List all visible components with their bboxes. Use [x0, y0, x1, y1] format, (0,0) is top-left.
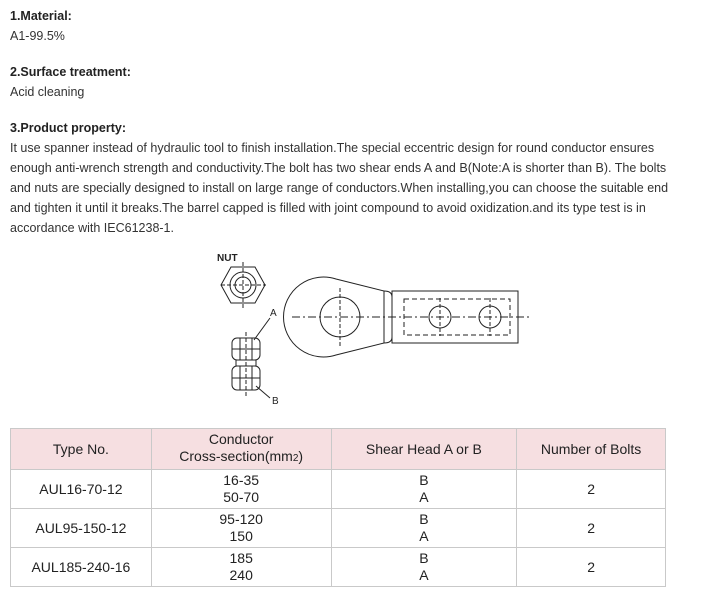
- cross-section-value: 50-70: [223, 489, 260, 505]
- cross-section-value: 240: [229, 567, 253, 583]
- nut-label: NUT: [217, 253, 238, 264]
- bolts-cell: 2: [517, 470, 666, 509]
- shear-head-value: A: [419, 567, 429, 583]
- bolts-cell: 2: [517, 509, 666, 548]
- header-cross-section: [151, 429, 331, 470]
- lug-drawing: [284, 277, 530, 357]
- spec-table: [10, 428, 666, 587]
- header-cross-section-label: Cross-section(mm: [179, 448, 293, 464]
- type-cell: AUL185-240-16: [11, 548, 152, 587]
- cross-section-value: 150: [229, 528, 253, 544]
- header-cross-section-close: ): [298, 448, 304, 464]
- shear-head-cell: [331, 470, 517, 509]
- cross-section-value: 16-35: [223, 472, 260, 488]
- header-type-no: Type No.: [11, 429, 152, 470]
- property-line: enough anti-wrench strength and conductivity.The bolt has two shear ends A and B(Note:A is shorter than B). The bolts: [10, 161, 667, 175]
- property-line: and tighten it until it breaks.The barrel capped is filled with joint compound to avoid oxidization.and its type test is in: [10, 201, 646, 215]
- type-cell: AUL95-150-12: [11, 509, 152, 548]
- nut-drawing: [221, 262, 266, 308]
- cross-section-cell: [151, 470, 331, 509]
- table-header-row: [11, 429, 666, 470]
- table-row: [11, 470, 666, 509]
- surface-treatment-heading: 2.Surface treatment:: [10, 65, 131, 79]
- shear-a-label: A: [270, 308, 277, 319]
- header-shear-head: Shear Head A or B: [331, 429, 517, 470]
- shear-head-value: A: [419, 528, 429, 544]
- surface-treatment-value: Acid cleaning: [10, 85, 85, 99]
- shear-head-value: B: [419, 550, 429, 566]
- shear-head-value: B: [419, 511, 429, 527]
- cross-section-value: 185: [229, 550, 253, 566]
- type-cell: AUL16-70-12: [11, 470, 152, 509]
- header-unit-exponent: 2: [292, 453, 299, 464]
- shear-b-label: B: [272, 396, 279, 407]
- shear-head-cell: [331, 548, 517, 587]
- property-line: and nuts are specially designed to install on large range of conductors.When installing,you can choose the suitable end: [10, 181, 669, 195]
- cross-section-cell: [151, 548, 331, 587]
- table-row: [11, 548, 666, 587]
- material-heading: 1.Material:: [10, 9, 72, 23]
- table-row: [11, 509, 666, 548]
- shear-head-value: A: [419, 489, 429, 505]
- bolts-cell: 2: [517, 548, 666, 587]
- product-property-heading: 3.Product property:: [10, 121, 126, 135]
- shear-leaders: [254, 318, 270, 398]
- cross-section-value: 95-120: [219, 511, 263, 527]
- header-conductor: Conductor: [208, 431, 274, 447]
- property-line: accordance with IEC61238-1.: [10, 221, 174, 235]
- material-value: A1-99.5%: [10, 29, 65, 43]
- property-line: It use spanner instead of hydraulic tool to finish installation.The special eccentric design for round conductor ensures: [10, 141, 655, 155]
- shear-head-cell: [331, 509, 517, 548]
- header-number-of-bolts: Number of Bolts: [517, 429, 666, 470]
- cross-section-cell: [151, 509, 331, 548]
- shear-head-value: B: [419, 472, 429, 488]
